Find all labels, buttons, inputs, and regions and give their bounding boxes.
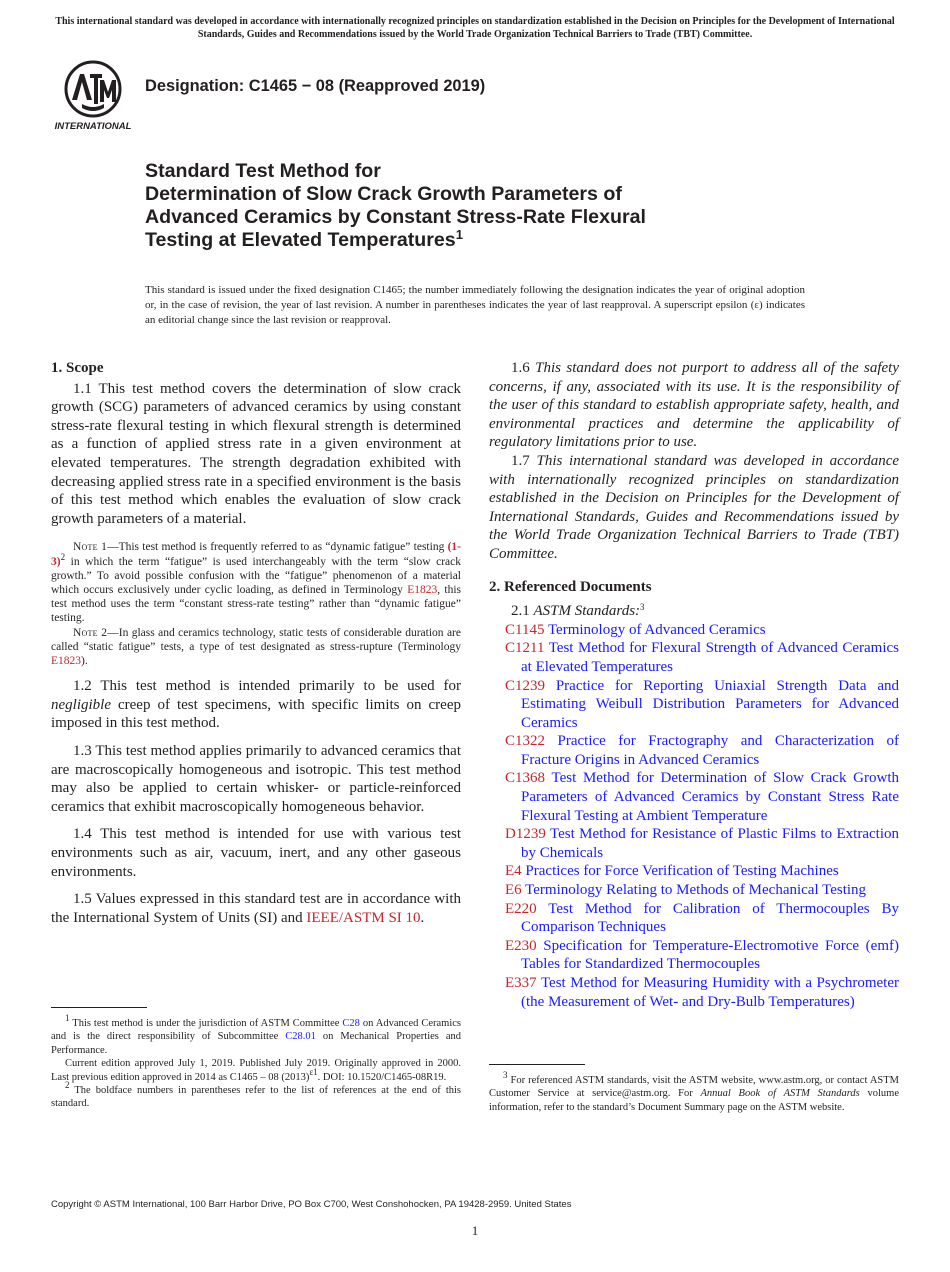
e1823-link[interactable]: E1823 (51, 654, 82, 667)
reference-title-link[interactable]: Practice for Reporting Uniaxial Strength Data and Estimating Weibull Distribution Parameters for Advanced Ceramics (521, 677, 899, 731)
title-line: Advanced Ceramics by Constant Stress-Rate Flexural (145, 206, 646, 228)
footnote-3: $^3$ For referenced ASTM standards, visit the ASTM website, www.astm.org, or contact ASTM Customer Service at service@astm.org. For Annual Book of ASTM Standards volume information, refer to the standard’s Document Summary page on the ASTM website. (489, 1070, 899, 1113)
reference-title-link[interactable]: Terminology Relating to Methods of Mechanical Testing (525, 882, 867, 899)
note-2: Note 2—In glass and ceramics technology, static tests of considerable duration are called “static fatigue” tests, a type of test designated as stress-rupture (Terminology E1823). (51, 626, 461, 667)
reference-item (489, 862, 899, 881)
reference-code-link[interactable]: E4 (505, 863, 522, 880)
reference-item (489, 881, 899, 900)
reference-code-link[interactable]: E337 (505, 975, 537, 991)
paragraph-1-3: 1.3 This test method applies primarily to advanced ceramics that are macroscopically homogeneous and isotropic. This test method may also be applied to certain whisker- or particle-reinforced ceramics that exhibit macroscopically homogeneous behavior. (51, 742, 461, 815)
reference-code-link[interactable]: D1239 (505, 826, 546, 843)
reference-item (489, 825, 899, 862)
footnote-1: $^1$ This test method is under the jurisdiction of ASTM Committee C28 on Advanced Ceramics and is the direct responsibility of Subcommittee C28.01 on Mechanical Properties and Performance. (51, 1013, 461, 1056)
title-line: Standard Test Method for (145, 160, 381, 182)
paragraph-1-1: 1.1 This test method covers the determination of slow crack growth (SCG) parameters of advanced ceramics by using constant stress-rate flexural testing in which flexural strength is determined as a function of applied stress rate in a given environment at elevated temperatures. The strength degradation exhibited with decreasing applied stress rate in a specified environment is the basis of this test method which enables the evaluation of slow crack growth parameters of a material. (51, 380, 461, 527)
paragraph-1-5: 1.5 Values expressed in this standard test are in accordance with the International System of Units (SI) and IEEE/ASTM SI 10. (51, 891, 461, 926)
section-heading-scope: 1. Scope (51, 360, 104, 376)
reference-title-link[interactable]: Practice for Fractography and Characterization of Fracture Origins in Advanced Ceramics (521, 733, 900, 768)
reference-title-link[interactable]: Practices for Force Verification of Testing Machines (525, 863, 839, 880)
paragraph-1-7: 1.7 This international standard was developed in accordance with internationally recognized principles on standardization established in the Decision on Principles for the Development of International Standards, Guides and Recommendations issued by the World Trade Organization Technical Barriers to Trade (TBT) Committee. (489, 452, 900, 562)
astm-logo (52, 58, 134, 132)
note-label: Note 2 (73, 626, 108, 639)
title-footnote-mark: 1 (455, 227, 463, 242)
section-heading-referenced-documents: 2. Referenced Documents (489, 578, 652, 595)
reference-title-link[interactable]: Terminology of Advanced Ceramics (547, 621, 766, 638)
title-line-last (145, 229, 795, 252)
title-line: Determination of Slow Crack Growth Parameters of (145, 183, 622, 205)
title-line: Testing at Elevated Temperatures (145, 229, 456, 251)
footnote-2: $^2$ The boldface numbers in parentheses refer to the list of references at the end of this standard. (51, 1080, 461, 1110)
reference-item (489, 900, 899, 937)
subsection-2-1: 2.1 ASTM Standards:$^3$ (511, 602, 645, 620)
note-1: Note 1—This test method is frequently referred to as “dynamic fatigue” testing $(1-3)^2$ in which the term “fatigue” is used interchangeably with the term “slow crack growth.” To avoid possible confusion with the “fatigue” phenomenon of a material which occurs exclusively under cyclic loading, as defined in Terminology E1823, this test method uses the term “constant stress-rate testing” rather than “dynamic fatigue” testing. (51, 541, 461, 625)
right-column (489, 359, 899, 1011)
footnote-rule (51, 1007, 147, 1008)
copyright: Copyright © ASTM International, 100 Barr Harbor Drive, PO Box C700, West Conshohocken, PA 19428-2959. United States (51, 1199, 572, 1210)
note-label: Note 1 (73, 541, 108, 554)
c28-link[interactable]: C28 (342, 1018, 360, 1029)
footnotes-left (51, 1013, 461, 1111)
preamble: This standard is issued under the fixed designation C1465; the number immediately following the designation indicates the year of original adoption or, in the case of revision, the year of last revision. A number in parentheses indicates the year of last reapproval. A superscript epsilon (ε) indicates an editorial change since the last revision or reapproval. (145, 284, 805, 326)
reference-item (489, 937, 899, 974)
reference-title-link[interactable]: Test Method for Determination of Slow Crack Growth Parameters of Advanced Ceramics by Constant Stress Rate Flexural Testing at Ambient Temperature (521, 770, 899, 824)
reference-item (489, 732, 899, 769)
wto-notice: This international standard was developed in accordance with internationally recognized principles on standardization established in the Decision on Principles for the Development of International Standards, Guides and Recommendations issued by the World Trade Organization Technical Barriers to Trade (TBT) Committee. (55, 16, 895, 40)
reference-item (489, 974, 899, 1011)
reference-code-link[interactable]: C1145 (505, 621, 545, 638)
reference-title-link[interactable]: Test Method for Measuring Humidity with a Psychrometer (the Measurement of Wet- and Dry-Bulb Temperatures) (521, 975, 900, 1010)
astm-logo-icon (52, 58, 134, 132)
referenced-documents-list (489, 621, 899, 1011)
reference-code-link[interactable]: C1239 (505, 677, 546, 694)
logo-text: INTERNATIONAL (54, 121, 132, 132)
reference-code-link[interactable]: C1368 (505, 770, 546, 787)
paragraph-1-4: 1.4 This test method is intended for use with various test environments such as air, vacuum, inert, and any other gaseous environments. (51, 826, 461, 880)
reference-link[interactable]: (1-3) (51, 541, 461, 568)
reference-item (489, 639, 899, 676)
reference-item (489, 677, 899, 733)
designation: Designation: C1465 − 08 (Reapproved 2019) (145, 77, 486, 95)
edition-note: Current edition approved July 1, 2019. Published July 2019. Originally approved in 2000. Last previous edition approved in 2014 as C1465 – 08 $(2013)^{\varepsilon 1}$. DOI: 10.1520/C1465-08R19. (51, 1058, 461, 1083)
document-title (145, 160, 795, 252)
reference-title-link[interactable]: Specification for Temperature-Electromotive Force (emf) Tables for Standardized Thermocouples (521, 937, 899, 973)
c28-01-link[interactable]: C28.01 (285, 1031, 316, 1043)
reference-title-link[interactable]: Test Method for Resistance of Plastic Films to Extraction by Chemicals (521, 826, 899, 861)
footnote-rule (489, 1064, 585, 1065)
e1823-link[interactable]: E1823 (407, 583, 438, 596)
reference-code-link[interactable]: C1322 (505, 733, 546, 750)
reference-code-link[interactable]: E6 (505, 882, 522, 899)
page-number: 1 (471, 1223, 479, 1238)
paragraph-1-2: 1.2 This test method is intended primarily to be used for negligible creep of test specimens, with specific limits on creep imposed in this test method. (51, 678, 461, 732)
ieee-si10-link[interactable]: IEEE/ASTM SI 10 (306, 909, 421, 926)
reference-code-link[interactable]: C1211 (505, 640, 545, 657)
reference-item (489, 769, 899, 825)
reference-code-link[interactable]: E230 (505, 937, 537, 954)
paragraph-1-6: 1.6 This standard does not purport to address all of the safety concerns, if any, associated with its use. It is the responsibility of the user of this standard to establish appropriate safety, health, and environmental practices and determine the applicability of regulatory limitations prior to use. (489, 360, 900, 451)
reference-title-link[interactable]: Test Method for Flexural Strength of Advanced Ceramics at Elevated Temperatures (521, 640, 899, 675)
footnotes-right (489, 1070, 899, 1114)
reference-code-link[interactable]: E220 (505, 900, 537, 917)
reference-item (489, 621, 899, 640)
reference-title-link[interactable]: Test Method for Calibration of Thermocouples By Comparison Techniques (521, 900, 899, 936)
left-column (51, 359, 461, 927)
